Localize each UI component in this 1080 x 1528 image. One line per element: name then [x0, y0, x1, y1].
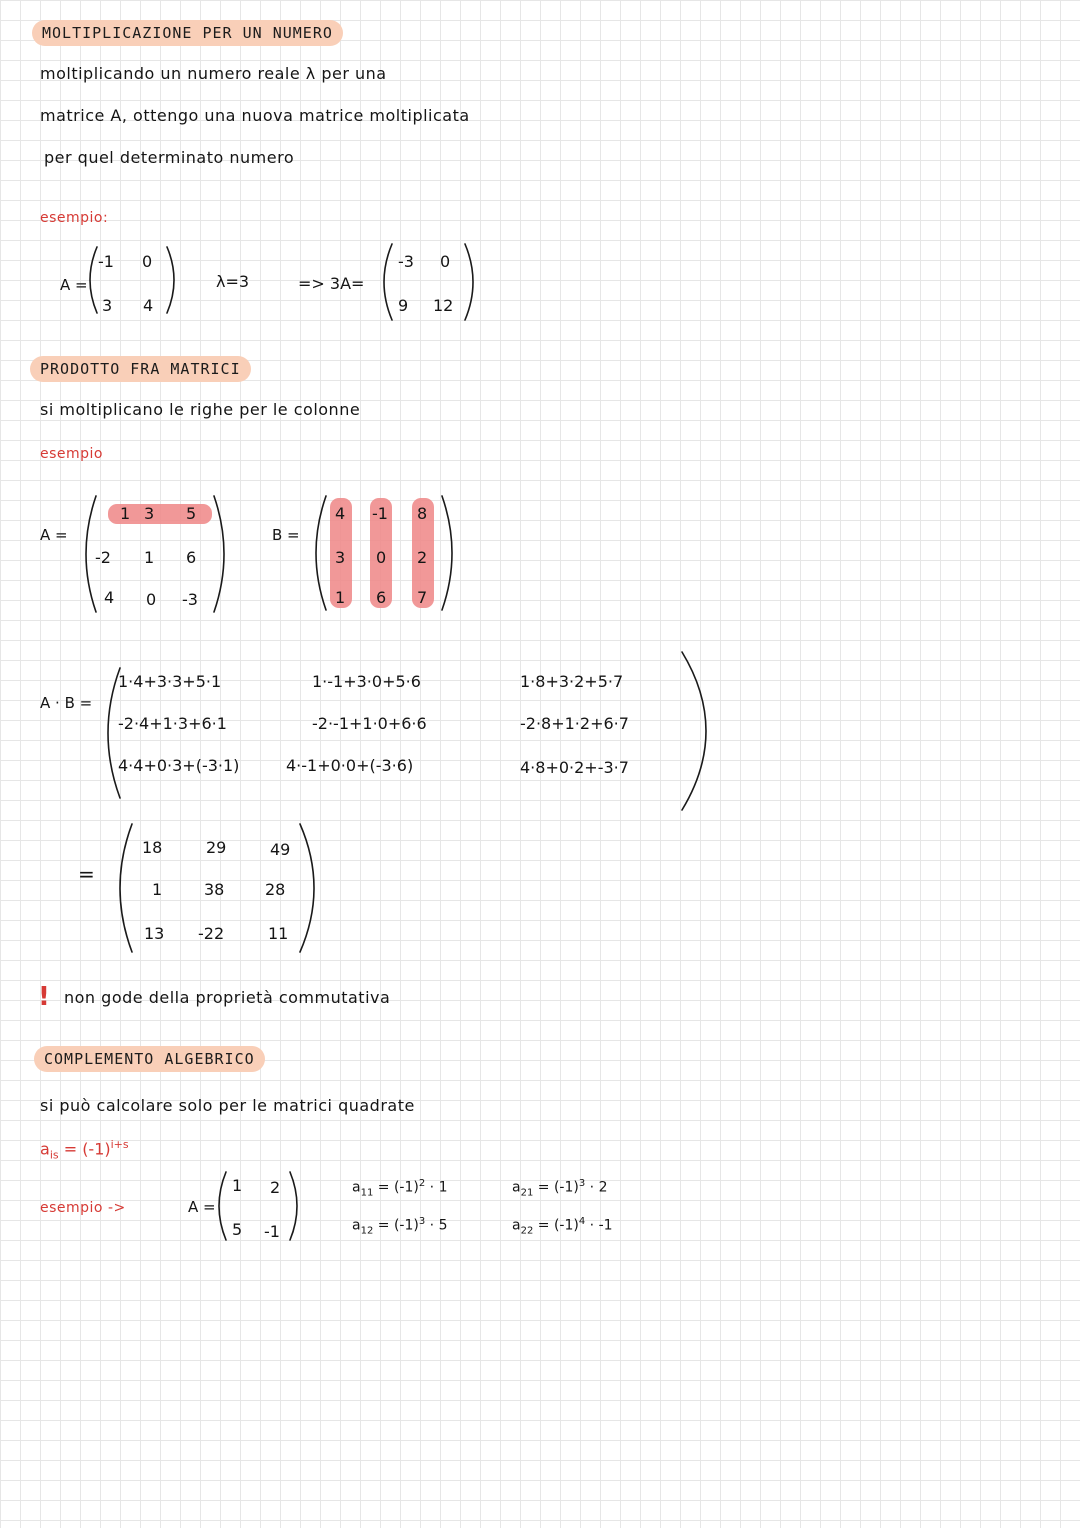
matrix-cell: 49 — [270, 840, 291, 859]
matrix-cell: 3 — [335, 548, 346, 567]
cofactor-base: a — [512, 1179, 521, 1196]
cofactor-subscript: 11 — [360, 1187, 374, 1199]
matrix-cell: 4 — [104, 588, 115, 607]
matrix-cell: -22 — [198, 924, 225, 943]
matrix-cell: 5 — [186, 504, 197, 523]
text-line: per quel determinato numero — [44, 148, 295, 167]
formula-rest: = (-1) — [58, 1139, 111, 1159]
matrix-cell: 7 — [417, 588, 428, 607]
note-text: non gode della proprietà commutativa — [64, 988, 391, 1007]
matrix-cell: 4 — [335, 504, 346, 523]
cofactor-a11 — [352, 1178, 447, 1198]
matrix-label-B: B = — [272, 526, 300, 544]
product-term: 4·4+0·3+(-3·1) — [118, 756, 240, 775]
right-parenthesis — [165, 245, 179, 315]
left-parenthesis — [85, 245, 99, 315]
cofactor-subscript: 22 — [520, 1225, 534, 1237]
left-parenthesis — [112, 822, 134, 954]
left-parenthesis — [378, 242, 394, 322]
matrix-label-A: A = — [40, 526, 68, 544]
matrix-cell: 28 — [265, 880, 286, 899]
product-term: 4·8+0·2+-3·7 — [520, 758, 629, 777]
section-heading-matrix-product: PRODOTTO FRA MATRICI — [30, 356, 251, 382]
product-term: 1·4+3·3+5·1 — [118, 672, 222, 691]
product-term: -2·4+1·3+6·1 — [118, 714, 227, 733]
matrix-cell: -1 — [372, 504, 388, 523]
formula-subscript: is — [49, 1148, 59, 1162]
cofactor-exponent: 2 — [418, 1178, 426, 1189]
matrix-cell: 12 — [433, 296, 454, 315]
matrix-cell: 3 — [144, 504, 155, 523]
matrix-cell: 5 — [232, 1220, 243, 1239]
matrix-cell: 4 — [143, 296, 154, 315]
text-line: moltiplicando un numero reale λ per una — [40, 64, 387, 83]
right-parenthesis — [463, 242, 479, 322]
matrix-cell: 0 — [146, 590, 157, 609]
right-parenthesis — [680, 650, 706, 812]
matrix-cell: 18 — [142, 838, 163, 857]
formula-exponent: i+s — [110, 1138, 129, 1151]
matrix-cell: -3 — [182, 590, 198, 609]
cofactor-factor: · 1 — [425, 1179, 448, 1196]
cofactor-base: a — [352, 1217, 361, 1234]
lambda-value: λ=3 — [216, 272, 250, 291]
product-term: 1·8+3·2+5·7 — [520, 672, 624, 691]
example-label: esempio — [40, 446, 103, 462]
example-label: esempio -> — [40, 1200, 126, 1216]
matrix-label-A: A = — [60, 276, 88, 294]
cofactor-factor: · 2 — [585, 1179, 608, 1196]
matrix-cell: 13 — [144, 924, 165, 943]
cofactor-sign-term: = (-1) — [533, 1217, 579, 1234]
matrix-cell: 29 — [206, 838, 227, 857]
cofactor-sign-term: = (-1) — [373, 1179, 419, 1196]
cofactor-a12 — [352, 1216, 447, 1236]
product-term: 4·-1+0·0+(-3·6) — [286, 756, 414, 775]
product-label: A · B = — [40, 694, 93, 712]
section-heading-algebraic-complement: COMPLEMENTO ALGEBRICO — [34, 1046, 265, 1072]
matrix-cell: 2 — [270, 1178, 281, 1197]
matrix-cell: -1 — [264, 1222, 280, 1241]
matrix-cell: 8 — [417, 504, 428, 523]
matrix-cell: 9 — [398, 296, 409, 315]
matrix-cell: 1 — [232, 1176, 243, 1195]
cofactor-sign-term: = (-1) — [533, 1179, 579, 1196]
matrix-cell: -3 — [398, 252, 414, 271]
cofactor-base: a — [512, 1217, 521, 1234]
matrix-cell: 11 — [268, 924, 289, 943]
matrix-cell: 2 — [417, 548, 428, 567]
equals-sign: = — [78, 862, 95, 886]
text-line: si può calcolare solo per le matrici quadrate — [40, 1096, 415, 1115]
matrix-cell: 38 — [204, 880, 225, 899]
matrix-cell: 6 — [376, 588, 387, 607]
right-parenthesis — [212, 494, 230, 614]
matrix-label-A: A = — [188, 1198, 216, 1216]
product-term: 1·-1+3·0+5·6 — [312, 672, 421, 691]
example-label: esempio: — [40, 210, 109, 226]
cofactor-subscript: 21 — [520, 1187, 534, 1199]
matrix-cell: -1 — [98, 252, 114, 271]
left-parenthesis — [310, 494, 328, 612]
matrix-cell: -2 — [95, 548, 111, 567]
matrix-cell: 1 — [152, 880, 163, 899]
product-term: -2·-1+1·0+6·6 — [312, 714, 427, 733]
matrix-cell: 3 — [102, 296, 113, 315]
cofactor-exponent: 4 — [578, 1216, 586, 1227]
matrix-cell: 1 — [144, 548, 155, 567]
matrix-cell: 1 — [120, 504, 131, 523]
matrix-cell: 0 — [440, 252, 451, 271]
product-term: -2·8+1·2+6·7 — [520, 714, 629, 733]
right-parenthesis — [440, 494, 458, 612]
text-line: matrice A, ottengo una nuova matrice moltiplicata — [40, 106, 470, 125]
text-line: si moltiplicano le righe per le colonne — [40, 400, 361, 419]
cofactor-exponent: 3 — [418, 1216, 426, 1227]
cofactor-base: a — [352, 1179, 361, 1196]
right-parenthesis — [288, 1170, 302, 1242]
cofactor-formula — [40, 1138, 129, 1162]
warning-mark-icon: ! — [38, 982, 50, 1012]
cofactor-a21 — [512, 1178, 607, 1198]
cofactor-exponent: 3 — [578, 1178, 586, 1189]
matrix-cell: 0 — [142, 252, 153, 271]
matrix-cell: 1 — [335, 588, 346, 607]
scalar-product-label: => 3A= — [298, 274, 365, 293]
section-heading-scalar-multiplication: MOLTIPLICAZIONE PER UN NUMERO — [32, 20, 343, 46]
cofactor-a22 — [512, 1216, 613, 1236]
cofactor-sign-term: = (-1) — [373, 1217, 419, 1234]
matrix-cell: 0 — [376, 548, 387, 567]
cofactor-factor: · 5 — [425, 1217, 448, 1234]
cofactor-subscript: 12 — [360, 1225, 374, 1237]
left-parenthesis — [214, 1170, 228, 1242]
right-parenthesis — [298, 822, 324, 954]
matrix-cell: 6 — [186, 548, 197, 567]
cofactor-factor: · -1 — [585, 1217, 613, 1234]
formula-base: a — [40, 1139, 50, 1159]
